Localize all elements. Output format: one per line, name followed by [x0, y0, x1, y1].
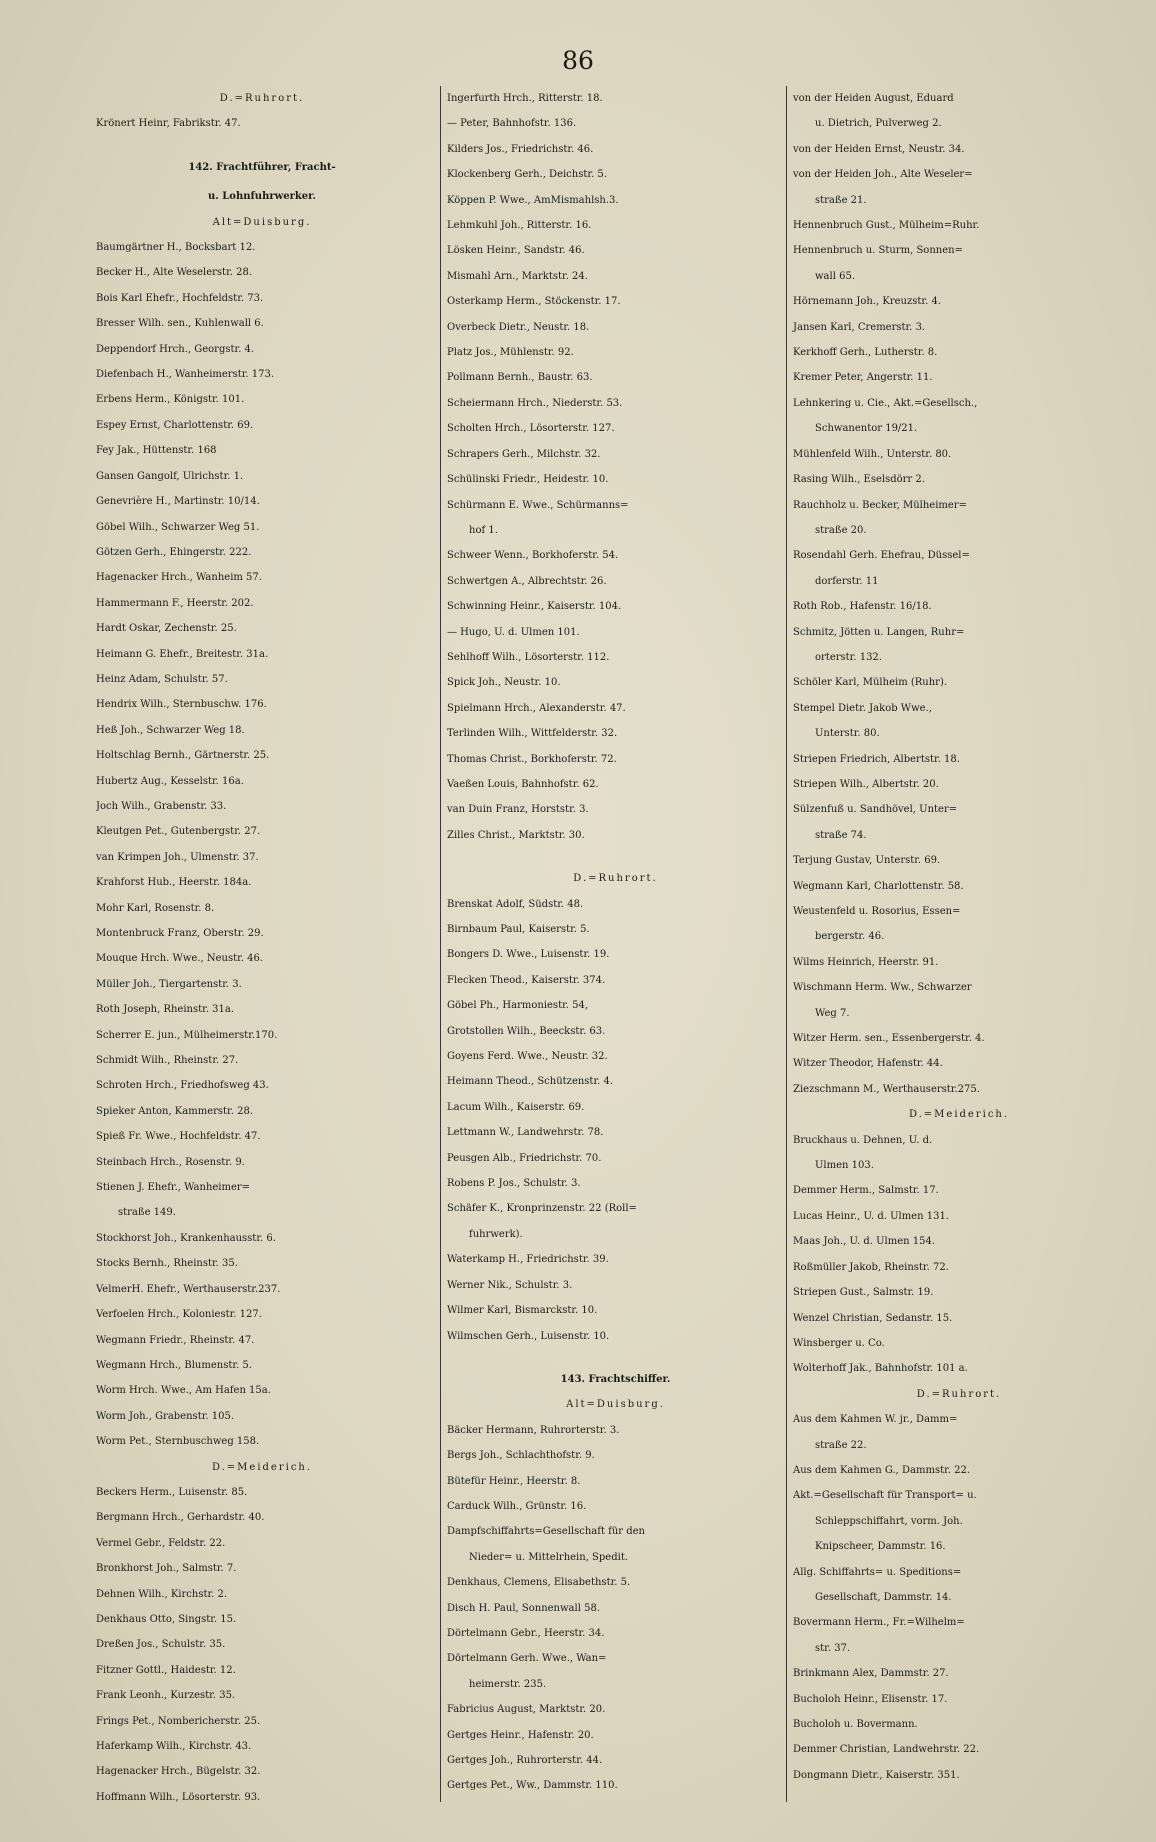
entry-continuation: straße 20.: [815, 524, 867, 536]
directory-entry: Osterkamp Herm., Stöckenstr. 17.: [447, 296, 621, 308]
entry-continuation: straße 74.: [815, 829, 867, 841]
directory-entry: Hennenbruch u. Sturm, Sonnen=: [793, 245, 963, 257]
directory-entry: Bronkhorst Joh., Salmstr. 7.: [96, 1563, 237, 1575]
directory-entry: Brenskat Adolf, Südstr. 48.: [447, 898, 584, 910]
directory-entry: Wilmschen Gerh., Luisenstr. 10.: [447, 1330, 610, 1342]
directory-entry: Disch H. Paul, Sonnenwall 58.: [447, 1602, 600, 1614]
entry-continuation: heimerstr. 235.: [469, 1678, 547, 1690]
directory-entry: Beckers Herm., Luisenstr. 85.: [96, 1486, 248, 1498]
directory-entry: Holtschlag Bernh., Gärtnerstr. 25.: [96, 750, 270, 762]
directory-entry: Erbens Herm., Königstr. 101.: [96, 394, 245, 406]
directory-entry: Peusgen Alb., Friedrichstr. 70.: [447, 1152, 602, 1164]
entry-continuation: Knipscheer, Dammstr. 16.: [815, 1541, 946, 1553]
directory-entry: Wilmer Karl, Bismarckstr. 10.: [447, 1305, 598, 1317]
directory-entry: Flecken Theod., Kaiserstr. 374.: [447, 974, 606, 986]
entry-continuation: fuhrwerk).: [469, 1228, 523, 1240]
section-heading: u. Lohnfuhrwerker.: [208, 191, 316, 203]
directory-entry: Stocks Bernh., Rheinstr. 35.: [96, 1258, 238, 1270]
directory-entry: Robens P. Jos., Schulstr. 3.: [447, 1178, 581, 1190]
directory-entry: Fey Jak., Hüttenstr. 168: [96, 445, 217, 457]
directory-entry: Gertges Joh., Ruhrorterstr. 44.: [447, 1755, 603, 1766]
directory-entry: Heinz Adam, Schulstr. 57.: [96, 673, 228, 685]
directory-entry: Maas Joh., U. d. Ulmen 154.: [793, 1236, 936, 1248]
directory-entry: van Krimpen Joh., Ulmenstr. 37.: [96, 851, 259, 863]
directory-entry: Striepen Friedrich, Albertstr. 18.: [793, 753, 960, 765]
district-heading: Alt=Duisburg.: [212, 216, 312, 228]
directory-entry: Dreßen Jos., Schulstr. 35.: [96, 1639, 226, 1651]
directory-entry: Sehlhoff Wilh., Lösorterstr. 112.: [447, 651, 610, 663]
entry-continuation: orterstr. 132.: [815, 651, 882, 663]
entry-continuation: dorferstr. 11: [815, 575, 879, 587]
district-heading: D.=Ruhrort.: [916, 1388, 1002, 1400]
directory-entry: Genevrière H., Martinstr. 10/14.: [96, 496, 260, 508]
directory-entry: Spick Joh., Neustr. 10.: [447, 677, 561, 689]
directory-entry: Witzer Herm. sen., Essenbergerstr. 4.: [793, 1033, 985, 1045]
directory-entry: von der Heiden Ernst, Neustr. 34.: [793, 143, 965, 155]
directory-entry: VelmerH. Ehefr., Werthauserstr.237.: [96, 1283, 281, 1295]
spacer: [96, 137, 428, 155]
district-heading: D.=Meiderich.: [211, 1461, 313, 1473]
directory-entry: Denkhaus Otto, Singstr. 15.: [96, 1613, 237, 1625]
directory-entry: Overbeck Dietr., Neustr. 18.: [447, 321, 590, 333]
directory-entry: Dehnen Wilh., Kirchstr. 2.: [96, 1588, 228, 1600]
directory-entry: Scholten Hrch., Lösorterstr. 127.: [447, 423, 615, 435]
directory-entry: Schürmann E. Wwe., Schürmanns=: [447, 499, 629, 511]
directory-entry: Carduck Wilh., Grünstr. 16.: [447, 1500, 587, 1512]
directory-entry: Schülinski Friedr., Heidestr. 10.: [447, 474, 609, 486]
directory-entry: Schwinning Heinr., Kaiserstr. 104.: [447, 601, 622, 613]
directory-entry: Mismahl Arn., Marktstr. 24.: [447, 270, 588, 282]
directory-entry: Goyens Ferd. Wwe., Neustr. 32.: [447, 1051, 608, 1063]
directory-entry: Spielmann Hrch., Alexanderstr. 47.: [447, 702, 626, 714]
directory-entry: Kilders Jos., Friedrichstr. 46.: [447, 143, 594, 155]
directory-entry: Hubertz Aug., Kesselstr. 16a.: [96, 775, 244, 787]
directory-entry: Schöler Karl, Mülheim (Ruhr).: [793, 677, 948, 689]
directory-entry: Vaeßen Louis, Bahnhofstr. 62.: [447, 778, 599, 790]
directory-entry: Heimann Theod., Schützenstr. 4.: [447, 1076, 614, 1088]
directory-entry: Terjung Gustav, Unterstr. 69.: [793, 855, 941, 867]
directory-entry: Bovermann Herm., Fr.=Wilhelm=: [793, 1617, 965, 1629]
section-heading: 142. Frachtführer, Fracht-: [188, 161, 336, 173]
directory-entry: Mohr Karl, Rosenstr. 8.: [96, 902, 215, 914]
directory-entry: Worm Hrch. Wwe., Am Hafen 15a.: [96, 1385, 271, 1397]
entry-continuation: Gesellschaft, Dammstr. 14.: [815, 1591, 952, 1603]
directory-entry: Weustenfeld u. Rosorius, Essen=: [793, 906, 961, 917]
directory-entry: Joch Wilh., Grabenstr. 33.: [96, 800, 227, 812]
directory-entry: Dörtelmann Gebr., Heerstr. 34.: [447, 1627, 605, 1639]
directory-entry: Worm Pet., Sternbuschweg 158.: [96, 1436, 260, 1448]
directory-entry: Spieker Anton, Kammerstr. 28.: [96, 1105, 253, 1117]
directory-entry: Werner Nik., Schulstr. 3.: [447, 1279, 573, 1291]
directory-entry: Göbel Ph., Harmoniestr. 54,: [447, 1000, 589, 1012]
entry-continuation: straße 22.: [815, 1439, 867, 1451]
directory-entry: Worm Joh., Grabenstr. 105.: [96, 1410, 235, 1422]
directory-entry: Brinkmann Alex, Dammstr. 27.: [793, 1668, 949, 1680]
directory-entry: Ingerfurth Hrch., Ritterstr. 18.: [447, 93, 603, 104]
directory-entry: Winsberger u. Co.: [793, 1337, 885, 1349]
entry-continuation: str. 37.: [815, 1642, 851, 1654]
directory-entry: Göbel Wilh., Schwarzer Weg 51.: [96, 521, 260, 533]
directory-entry: Bois Karl Ehefr., Hochfeldstr. 73.: [96, 292, 264, 304]
directory-entry: Schäfer K., Kronprinzenstr. 22 (Roll=: [447, 1203, 637, 1215]
column-3: [786, 86, 1125, 1802]
directory-entry: von der Heiden Joh., Alte Weseler=: [793, 169, 973, 181]
directory-entry: Roßmüller Jakob, Rheinstr. 72.: [793, 1261, 949, 1273]
directory-entry: Sülzenfuß u. Sandhövel, Unter=: [793, 804, 958, 816]
directory-entry: Spieß Fr. Wwe., Hochfeldstr. 47.: [96, 1131, 261, 1143]
directory-entry: Götzen Gerh., Ehingerstr. 222.: [96, 546, 252, 558]
directory-entry: Waterkamp H., Friedrichstr. 39.: [447, 1254, 609, 1266]
directory-entry: Bütefür Heinr., Heerstr. 8.: [447, 1475, 581, 1487]
directory-entry: Mouque Hrch. Wwe., Neustr. 46.: [96, 953, 264, 965]
column-2: [440, 86, 784, 1802]
directory-entry: Fabricius August, Marktstr. 20.: [447, 1704, 606, 1716]
directory-entry: Heimann G. Ehefr., Breitestr. 31a.: [96, 648, 269, 660]
directory-entry: Wenzel Christian, Sedanstr. 15.: [793, 1312, 953, 1324]
directory-entry: Deppendorf Hrch., Georgstr. 4.: [96, 343, 255, 355]
directory-entry: Aus dem Kahmen G., Dammstr. 22.: [793, 1464, 971, 1476]
directory-entry: Haferkamp Wilh., Kirchstr. 43.: [96, 1741, 252, 1752]
directory-entry: Demmer Herm., Salmstr. 17.: [793, 1185, 939, 1197]
directory-entry: Müller Joh., Tiergartenstr. 3.: [96, 978, 242, 990]
directory-entry: Schweer Wenn., Borkhoferstr. 54.: [447, 550, 619, 562]
entry-continuation: bergerstr. 46.: [815, 931, 885, 943]
entry-continuation: hof 1.: [469, 524, 498, 536]
directory-entry: von der Heiden August, Eduard: [793, 93, 954, 104]
directory-entry: Rosendahl Gerh. Ehefrau, Düssel=: [793, 550, 970, 562]
directory-entry: Bruckhaus u. Dehnen, U. d.: [793, 1134, 933, 1146]
directory-entry: Verfoelen Hrch., Koloniestr. 127.: [96, 1309, 262, 1321]
directory-entry: Bergs Joh., Schlachthofstr. 9.: [447, 1450, 595, 1462]
directory-entry: Schmitz, Jötten u. Langen, Ruhr=: [793, 626, 965, 638]
directory-entry: Roth Joseph, Rheinstr. 31a.: [96, 1004, 235, 1016]
directory-entry: — Hugo, U. d. Ulmen 101.: [447, 626, 580, 638]
directory-entry: Krahforst Hub., Heerstr. 184a.: [96, 877, 252, 889]
entry-continuation: straße 149.: [118, 1207, 176, 1219]
entry-continuation: Schleppschiffahrt, vorm. Joh.: [815, 1515, 963, 1527]
directory-entry: Wegmann Karl, Charlottenstr. 58.: [793, 880, 964, 892]
directory-entry: Striepen Gust., Salmstr. 19.: [793, 1287, 934, 1299]
directory-entry: Wolterhoff Jak., Bahnhofstr. 101 a.: [793, 1363, 968, 1375]
directory-entry: Birnbaum Paul, Kaiserstr. 5.: [447, 924, 590, 935]
directory-entry: Gansen Gangolf, Ulrichstr. 1.: [96, 470, 244, 482]
district-heading: D.=Ruhrort.: [573, 873, 658, 885]
directory-entry: Demmer Christian, Landwehrstr. 22.: [793, 1744, 980, 1756]
directory-entry: Lehnkering u. Cie., Akt.=Gesellsch.,: [793, 397, 978, 409]
entry-continuation: Schwanentor 19/21.: [815, 423, 918, 435]
directory-entry: Lacum Wilh., Kaiserstr. 69.: [447, 1101, 585, 1113]
spacer: [447, 1349, 784, 1367]
directory-entry: Zilles Christ., Marktstr. 30.: [447, 829, 585, 841]
directory-entry: Scherrer E. jun., Mülheimerstr.170.: [96, 1029, 278, 1041]
directory-entry: Hammermann F., Heerstr. 202.: [96, 597, 254, 609]
directory-entry: Kerkhoff Gerh., Lutherstr. 8.: [793, 347, 938, 359]
entry-continuation: Ulmen 103.: [815, 1160, 874, 1172]
directory-entry: Bucholoh u. Bovermann.: [793, 1719, 918, 1730]
directory-entry: Schmidt Wilh., Rheinstr. 27.: [96, 1055, 239, 1067]
directory-entry: Dampfschiffahrts=Gesellschaft für den: [447, 1526, 645, 1538]
directory-entry: Witzer Theodor, Hafenstr. 44.: [793, 1058, 943, 1070]
directory-entry: Vermel Gebr., Feldstr. 22.: [96, 1537, 226, 1549]
directory-entry: Bergmann Hrch., Gerhardstr. 40.: [96, 1512, 265, 1524]
directory-entry: Heß Joh., Schwarzer Weg 18.: [96, 724, 245, 736]
directory-entry: Schrapers Gerh., Milchstr. 32.: [447, 448, 601, 460]
entry-continuation: u. Dietrich, Pulverweg 2.: [815, 118, 942, 130]
directory-entry: Gertges Pet., Ww., Dammstr. 110.: [447, 1780, 618, 1792]
directory-entry: Schroten Hrch., Friedhofsweg 43.: [96, 1080, 269, 1092]
directory-entry: Jansen Karl, Cremerstr. 3.: [793, 321, 926, 333]
entry-continuation: wall 65.: [815, 270, 855, 282]
directory-entry: Mühlenfeld Wilh., Unterstr. 80.: [793, 448, 952, 460]
directory-entry: Akt.=Gesellschaft für Transport= u.: [793, 1490, 977, 1502]
directory-entry: Klockenberg Gerh., Deichstr. 5.: [447, 169, 607, 181]
directory-entry: Grotstollen Wilh., Beeckstr. 63.: [447, 1025, 606, 1037]
directory-entry: Hoffmann Wilh., Lösorterstr. 93.: [96, 1791, 261, 1802]
directory-entry: Lucas Heinr., U. d. Ulmen 131.: [793, 1210, 949, 1222]
directory-entry: Striepen Wilh., Albertstr. 20.: [793, 778, 939, 790]
directory-entry: Dörtelmann Gerh. Wwe., Wan=: [447, 1653, 607, 1665]
directory-entry: Allg. Schiffahrts= u. Speditions=: [793, 1566, 962, 1578]
directory-entry: Kleutgen Pet., Gutenbergstr. 27.: [96, 826, 261, 838]
directory-entry: Stempel Dietr. Jakob Wwe.,: [793, 702, 932, 714]
directory-entry: Stienen J. Ehefr., Wanheimer=: [96, 1182, 251, 1194]
district-heading: Alt=Duisburg.: [566, 1399, 665, 1411]
spacer: [447, 848, 784, 866]
directory-entry: Scheiermann Hrch., Niederstr. 53.: [447, 397, 623, 409]
directory-entry: Thomas Christ., Borkhoferstr. 72.: [447, 753, 617, 765]
directory-entry: Frings Pet., Nombericherstr. 25.: [96, 1715, 261, 1727]
directory-entry: Montenbruck Franz, Oberstr. 29.: [96, 928, 264, 939]
directory-entry: Diefenbach H., Wanheimerstr. 173.: [96, 369, 275, 381]
entry-continuation: Unterstr. 80.: [815, 728, 880, 740]
directory-entry: Hennenbruch Gust., Mülheim=Ruhr.: [793, 220, 980, 232]
entry-continuation: straße 21.: [815, 194, 867, 206]
directory-entry: Fitzner Gottl., Haidestr. 12.: [96, 1664, 236, 1676]
directory-entry: Hagenacker Hrch., Bügelstr. 32.: [96, 1766, 261, 1778]
directory-entry: Gertges Heinr., Hafenstr. 20.: [447, 1729, 594, 1741]
directory-entry: Hardt Oskar, Zechenstr. 25.: [96, 623, 237, 635]
column-1: [96, 86, 434, 1802]
district-heading: D.=Meiderich.: [908, 1109, 1010, 1121]
directory-entry: Frank Leonh., Kurzestr. 35.: [96, 1690, 236, 1702]
directory-entry: Bäcker Hermann, Ruhrorterstr. 3.: [447, 1424, 620, 1436]
directory-entry: Aus dem Kahmen W. jr., Damm=: [793, 1414, 958, 1426]
directory-entry: Rauchholz u. Becker, Mülheimer=: [793, 499, 967, 511]
directory-entry: Hagenacker Hrch., Wanheim 57.: [96, 572, 262, 584]
entry-continuation: Nieder= u. Mittelrhein, Spedit.: [469, 1551, 629, 1563]
directory-entry: Wilms Heinrich, Heerstr. 91.: [793, 956, 939, 968]
directory-entry: Lehmkuhl Joh., Ritterstr. 16.: [447, 220, 592, 232]
directory-entry: Hörnemann Joh., Kreuzstr. 4.: [793, 296, 941, 308]
directory-entry: Krönert Heinr, Fabrikstr. 47.: [96, 118, 241, 130]
district-heading: D.=Ruhrort.: [219, 93, 305, 104]
directory-entry: Ziezschmann M., Werthauserstr.275.: [793, 1083, 980, 1095]
directory-entry: Wegmann Hrch., Blumenstr. 5.: [96, 1359, 252, 1371]
directory-entry: Espey Ernst, Charlottenstr. 69.: [96, 419, 254, 431]
directory-entry: Kremer Peter, Angerstr. 11.: [793, 372, 933, 384]
directory-entry: Denkhaus, Clemens, Elisabethstr. 5.: [447, 1577, 631, 1589]
directory-entry: Schwertgen A., Albrechtstr. 26.: [447, 575, 607, 587]
directory-entry: Steinbach Hrch., Rosenstr. 9.: [96, 1156, 245, 1168]
directory-entry: Hendrix Wilh., Sternbuschw. 176.: [96, 699, 267, 711]
directory-entry: Pollmann Bernh., Baustr. 63.: [447, 372, 593, 384]
directory-entry: — Peter, Bahnhofstr. 136.: [447, 118, 577, 130]
directory-entry: Baumgärtner H., Bocksbart 12.: [96, 242, 256, 254]
directory-entry: van Duin Franz, Horststr. 3.: [447, 804, 589, 816]
directory-entry: Köppen P. Wwe., AmMismahlsh.3.: [447, 194, 619, 206]
directory-entry: Bucholoh Heinr., Elisenstr. 17.: [793, 1693, 948, 1705]
page-number: 86: [562, 46, 594, 75]
section-heading: 143. Frachtschiffer.: [560, 1373, 671, 1385]
directory-entry: Becker H., Alte Weselerstr. 28.: [96, 267, 253, 279]
directory-entry: Roth Rob., Hafenstr. 16/18.: [793, 601, 932, 613]
directory-entry: Lösken Heinr., Sandstr. 46.: [447, 245, 585, 257]
directory-entry: Wegmann Friedr., Rheinstr. 47.: [96, 1334, 255, 1346]
directory-entry: Terlinden Wilh., Wittfelderstr. 32.: [447, 728, 618, 740]
directory-entry: Rasing Wilh., Eselsdörr 2.: [793, 474, 925, 486]
entry-continuation: Weg 7.: [815, 1007, 850, 1019]
directory-entry: Bongers D. Wwe., Luisenstr. 19.: [447, 949, 610, 961]
directory-entry: Bresser Wilh. sen., Kuhlenwall 6.: [96, 318, 264, 330]
directory-entry: Wischmann Herm. Ww., Schwarzer: [793, 982, 972, 994]
directory-entry: Dongmann Dietr., Kaiserstr. 351.: [793, 1769, 960, 1781]
directory-entry: Platz Jos., Mühlenstr. 92.: [447, 347, 574, 359]
directory-entry: Lettmann W., Landwehrstr. 78.: [447, 1127, 604, 1139]
directory-entry: Stockhorst Joh., Krankenhausstr. 6.: [96, 1232, 276, 1244]
